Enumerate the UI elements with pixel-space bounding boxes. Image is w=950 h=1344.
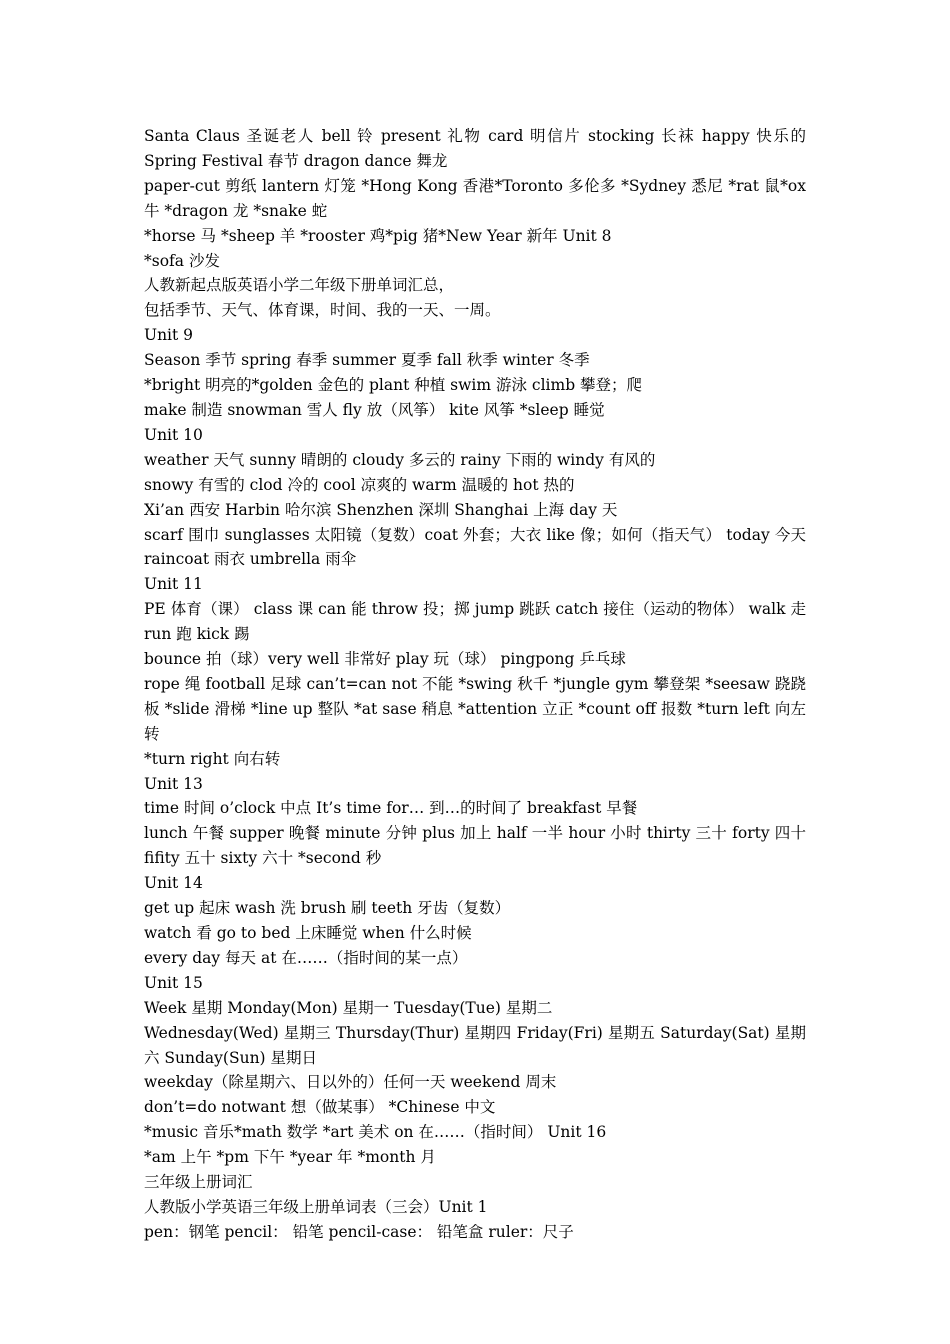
paragraph-20: *turn right 向右转: [144, 749, 281, 768]
paragraph-34: *am 上午 *pm 下午 *year 年 *month 月: [144, 1148, 436, 1167]
paragraph-1: Santa Claus 圣诞老人 bell 铃 present 礼物 card 明信片 stocking 长袜 happy 快乐的 Spring Festival 春节 dragon dance 舞龙: [144, 127, 806, 170]
paragraph-32: don’t=do notwant 想（做某事） *Chinese 中文: [144, 1098, 496, 1117]
section-heading-unit-15: Unit 15: [144, 973, 203, 992]
paragraph-12: weather 天气 sunny 晴朗的 cloudy 多云的 rainy 下雨的 windy 有风的: [144, 450, 656, 469]
paragraph-25: get up 起床 wash 洗 brush 刷 teeth 牙齿（复数）: [144, 899, 511, 918]
paragraph-26: watch 看 go to bed 上床睡觉 when 什么时候: [144, 924, 472, 942]
paragraph-17: PE 体育（课） class 课 can 能 throw 投；掷 jump 跳跃 catch 接住（运动的物体） walk 走 run 跑 kick 踢: [144, 600, 806, 644]
section-heading-unit-10: Unit 10: [144, 425, 203, 444]
paragraph-2: paper-cut 剪纸 lantern 灯笼 *Hong Kong 香港*Toronto 多伦多 *Sydney 悉尼 *rat 鼠*ox 牛 *dragon 龙 *snake 蛇: [144, 176, 806, 220]
paragraph-19: rope 绳 football 足球 can’t=can not 不能 *swing 秋千 *jungle gym 攀登架 *seesaw 跷跷板 *slide 滑梯 *line up 整队 *at sase 稍息 *attention 立正 *count off 报数 *turn left 向左转: [144, 674, 806, 743]
paragraph-10: make 制造 snowman 雪人 fly 放（风筝） kite 风筝 *sleep 睡觉: [144, 400, 605, 419]
paragraph-37: pen：钢笔 pencil： 铅笔 pencil-case： 铅笔盒 ruler：尺子: [144, 1222, 574, 1241]
paragraph-27: every day 每天 at 在……（指时间的某一点）: [144, 948, 468, 967]
paragraph-14: Xi’an 西安 Harbin 哈尔滨 Shenzhen 深圳 Shanghai 上海 day 天: [144, 500, 618, 519]
section-heading-unit-14: Unit 14: [144, 874, 203, 893]
document-page: [144, 124, 806, 1245]
paragraph-30: Wednesday(Wed) 星期三 Thursday(Thur) 星期四 Friday(Fri) 星期五 Saturday(Sat) 星期六 Sunday(Sun) 星期日: [144, 1023, 806, 1067]
paragraph-9: *bright 明亮的*golden 金色的 plant 种植 swim 游泳 climb 攀登；爬: [144, 376, 643, 395]
section-heading-unit-9: Unit 9: [144, 326, 194, 345]
section-heading-unit-13: Unit 13: [144, 774, 203, 793]
paragraph-29: Week 星期 Monday(Mon) 星期一 Tuesday(Tue) 星期二: [144, 998, 553, 1017]
paragraph-33: *music 音乐*math 数学 *art 美术 on 在……（指时间） Unit 16: [144, 1123, 607, 1142]
paragraph-15: scarf 围巾 sunglasses 太阳镜（复数）coat 外套；大衣 like 像；如何（指天气） today 今天 raincoat 雨衣 umbrella 雨伞: [144, 525, 806, 569]
paragraph-22: time 时间 o’clock 中点 It’s time for… 到…的时间了 breakfast 早餐: [144, 799, 638, 818]
section-heading-unit-11: Unit 11: [144, 575, 203, 594]
paragraph-18: bounce 拍（球）very well 非常好 play 玩（球） pingpong 乒乓球: [144, 650, 626, 669]
paragraph-8: Season 季节 spring 春季 summer 夏季 fall 秋季 winter 冬季: [144, 351, 590, 370]
paragraph-13: snowy 有雪的 clod 冷的 cool 凉爽的 warm 温暖的 hot 热的: [144, 475, 575, 494]
section-heading-grade3: 三年级上册词汇: [144, 1173, 253, 1192]
paragraph-3: *horse 马 *sheep 羊 *rooster 鸡*pig 猪*New Year 新年 Unit 8: [144, 226, 612, 245]
paragraph-36: 人教版小学英语三年级上册单词表（三会）Unit 1: [144, 1197, 488, 1216]
paragraph-6: 包括季节、天气、体育课，时间、我的一天、一周。: [144, 301, 501, 320]
paragraph-23: lunch 午餐 supper 晚餐 minute 分钟 plus 加上 half 一半 hour 小时 thirty 三十 forty 四十 fifity 五十 sixty 六十 *second 秒: [144, 824, 806, 868]
paragraph-5: 人教新起点版英语小学二年级下册单词汇总，: [144, 276, 455, 295]
paragraph-4: *sofa 沙发: [144, 251, 220, 270]
paragraph-31: weekday（除星期六、日以外的）任何一天 weekend 周末: [144, 1073, 557, 1092]
